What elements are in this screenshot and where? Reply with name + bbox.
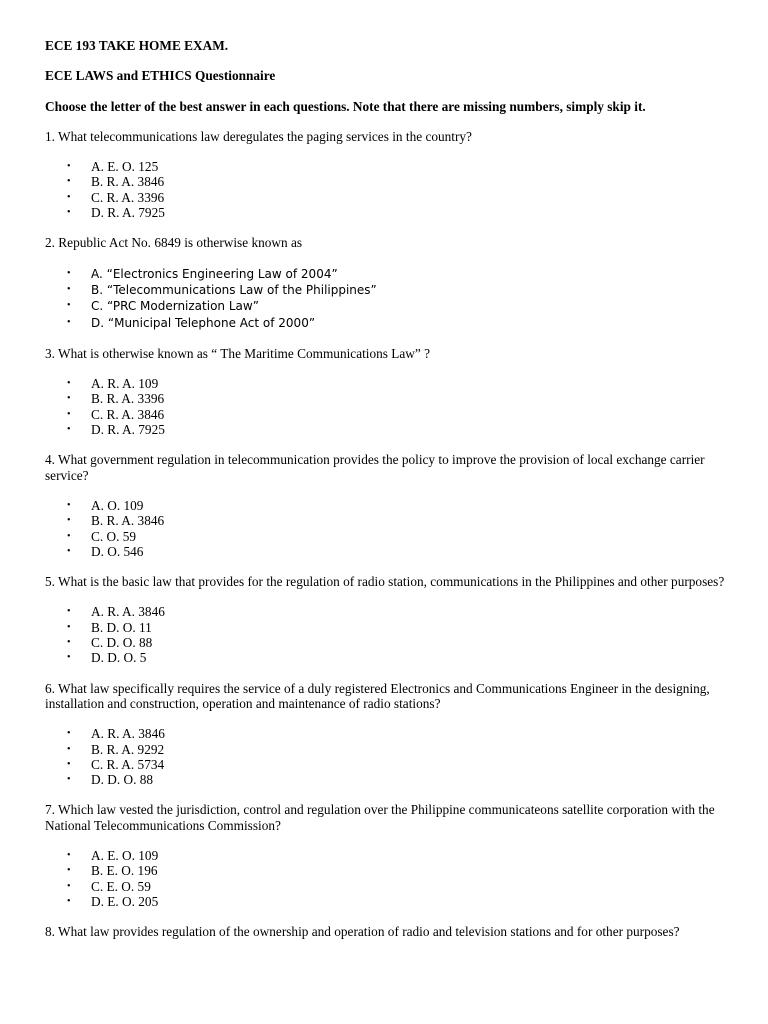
option-item (45, 190, 735, 205)
question-4-options (45, 498, 735, 559)
option-text: C. R. A. 3396 (91, 189, 165, 205)
option-text: A. O. 109 (91, 497, 144, 513)
option-text: A. R. A. 109 (91, 376, 159, 392)
bullet-icon: • (67, 207, 71, 219)
bullet-icon: • (67, 621, 71, 633)
option-text: B. R. A. 9292 (91, 741, 165, 757)
question-3: 3. What is otherwise known as “ The Maritime Communications Law” ? (45, 345, 431, 361)
option-item (45, 620, 735, 635)
option-item (45, 726, 735, 741)
option-item (45, 391, 735, 406)
question-1: 1. What telecommunications law deregulates the paging services in the country? (45, 128, 472, 144)
option-item (45, 604, 735, 619)
option-item (45, 298, 735, 314)
option-item (45, 174, 735, 189)
question-3-options (45, 376, 735, 437)
option-text: B. R. A. 3396 (91, 391, 165, 407)
question-2: 2. Republic Act No. 6849 is otherwise known as (45, 235, 303, 251)
bullet-icon: • (67, 176, 71, 188)
bullet-icon: • (67, 191, 71, 203)
option-item (45, 282, 735, 298)
option-text: D. E. O. 205 (91, 893, 159, 909)
option-text: B. D. O. 11 (91, 619, 152, 635)
option-text: A. R. A. 3846 (91, 726, 165, 742)
exam-instructions: Choose the letter of the best answer in each questions. Note that there are missing numbers, simply skip it. (45, 98, 646, 114)
bullet-icon: • (67, 743, 71, 755)
bullet-icon: • (67, 267, 71, 279)
option-item (45, 772, 735, 787)
question-7-options (45, 848, 735, 909)
option-text: B. E. O. 196 (91, 863, 158, 879)
question-8: 8. What law provides regulation of the ownership and operation of radio and television stations and for other purposes? (45, 924, 680, 940)
option-text: A. E. O. 125 (91, 159, 159, 175)
option-item (45, 863, 735, 878)
option-text: C. D. O. 88 (91, 635, 153, 651)
option-text: D. D. O. 88 (91, 772, 154, 788)
bullet-icon: • (67, 530, 71, 542)
question-6-options (45, 726, 735, 787)
option-text: C. E. O. 59 (91, 878, 151, 894)
option-item (45, 742, 735, 757)
exam-subtitle: ECE LAWS and ETHICS Questionnaire (45, 68, 276, 84)
bullet-icon: • (67, 515, 71, 527)
question-7: 7. Which law vested the jurisdiction, control and regulation over the Philippine communicateons satellite corporation with the National Telecommunications Commission? (45, 802, 715, 833)
bullet-icon: • (67, 393, 71, 405)
option-item (45, 894, 735, 909)
bullet-icon: • (67, 865, 71, 877)
bullet-icon: • (67, 774, 71, 786)
option-item (45, 498, 735, 513)
option-text: D. D. O. 5 (91, 650, 147, 666)
option-text: C. “PRC Modernization Law” (91, 299, 259, 314)
bullet-icon: • (67, 316, 71, 328)
option-text: C. R. A. 5734 (91, 756, 165, 772)
bullet-icon: • (67, 408, 71, 420)
option-text: A. R. A. 3846 (91, 604, 165, 620)
bullet-icon: • (67, 637, 71, 649)
bullet-icon: • (67, 880, 71, 892)
bullet-icon: • (67, 758, 71, 770)
bullet-icon: • (67, 283, 71, 295)
question-6: 6. What law specifically requires the service of a duly registered Electronics and Communications Engineer in the designing, installation and construction, operation and maintenance of radio stations? (45, 680, 710, 711)
option-text: D. R. A. 7925 (91, 205, 165, 221)
bullet-icon: • (67, 545, 71, 557)
bullet-icon: • (67, 378, 71, 390)
bullet-icon: • (67, 161, 71, 173)
option-item (45, 205, 735, 220)
option-item (45, 315, 735, 331)
option-text: B. R. A. 3846 (91, 174, 165, 190)
option-item (45, 757, 735, 772)
bullet-icon: • (67, 849, 71, 861)
option-item (45, 376, 735, 391)
bullet-icon: • (67, 728, 71, 740)
option-text: B. R. A. 3846 (91, 513, 165, 529)
option-item (45, 266, 735, 282)
bullet-icon: • (67, 499, 71, 511)
bullet-icon: • (67, 300, 71, 312)
option-text: B. “Telecommunications Law of the Philippines” (91, 282, 377, 297)
question-5-options (45, 604, 735, 665)
option-text: C. R. A. 3846 (91, 406, 165, 422)
bullet-icon: • (67, 606, 71, 618)
option-item (45, 544, 735, 559)
bullet-icon: • (67, 895, 71, 907)
option-item (45, 848, 735, 863)
option-text: C. O. 59 (91, 528, 137, 544)
option-item (45, 513, 735, 528)
option-text: A. “Electronics Engineering Law of 2004” (91, 266, 338, 281)
option-item (45, 159, 735, 174)
option-item (45, 879, 735, 894)
option-item (45, 407, 735, 422)
bullet-icon: • (67, 424, 71, 436)
option-text: D. O. 546 (91, 543, 144, 559)
option-text: D. “Municipal Telephone Act of 2000” (91, 315, 316, 330)
question-1-options (45, 159, 735, 220)
option-item (45, 650, 735, 665)
bullet-icon: • (67, 652, 71, 664)
exam-title: ECE 193 TAKE HOME EXAM. (45, 38, 229, 53)
option-item (45, 422, 735, 437)
question-2-options (45, 266, 735, 331)
question-5: 5. What is the basic law that provides for the regulation of radio station, communications in the Philippines and other purposes? (45, 574, 725, 590)
question-4: 4. What government regulation in telecommunication provides the policy to improve the provision of local exchange carrier service? (45, 452, 705, 483)
option-item (45, 529, 735, 544)
exam-page (45, 38, 735, 939)
option-text: A. E. O. 109 (91, 847, 159, 863)
option-item (45, 635, 735, 650)
option-text: D. R. A. 7925 (91, 422, 165, 438)
